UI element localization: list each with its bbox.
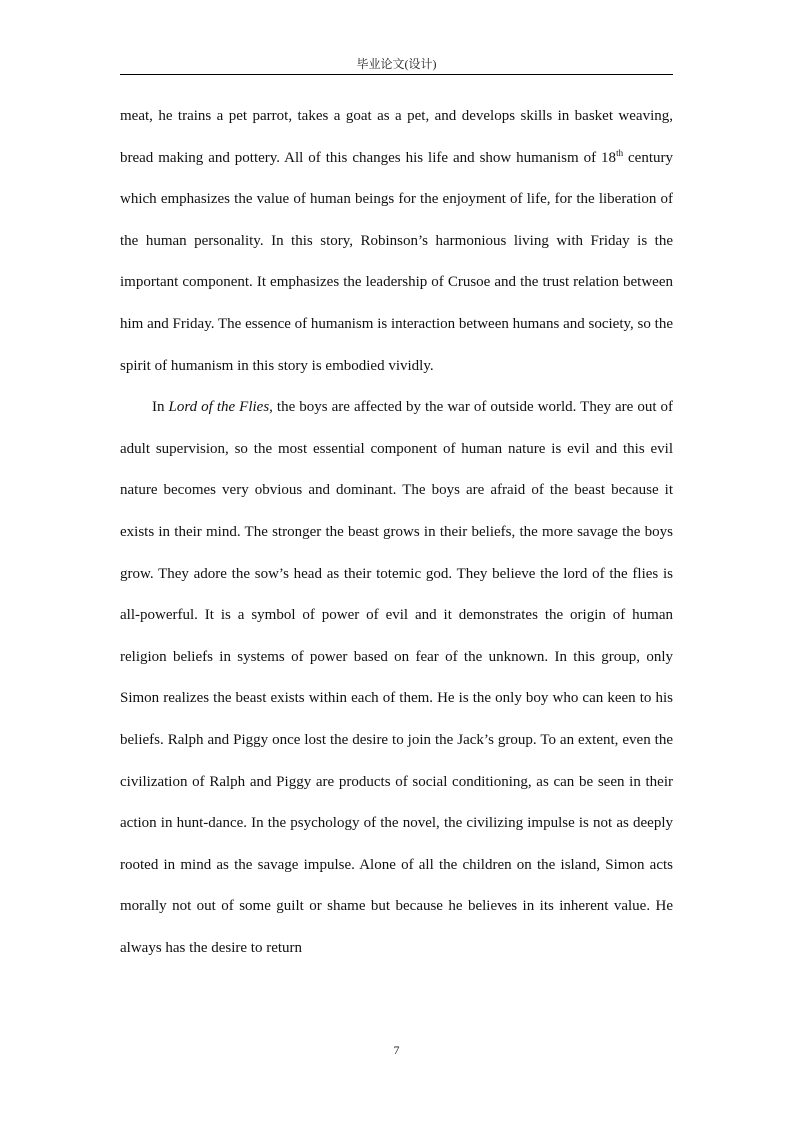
- paragraph-text: , the boys are affected by the war of outside world. They are out of adult supervision, so the most essential component of human nature is evil and this evil nature becomes very obvious and dominant. The boys are afraid of the beast because it exists in their mind. The stronger the beast grows in their beliefs, the more savage the boys grow. They adore the sow’s head as their totemic god. They believe the lord of the flies is all-powerful. It is a symbol of power of evil and it demonstrates the origin of human religion beliefs in systems of power based on fear of the unknown. In this group, only Simon realizes the beast exists within each of them. He is the only boy who can keen to his beliefs. Ralph and Piggy once lost the desire to join the Jack’s group. To an extent, even the civilization of Ralph and Piggy are products of social conditioning, as can be seen in their action in hunt-dance. In the psychology of the novel, the civilizing impulse is not as deeply rooted in mind as the savage impulse. Alone of all the children on the island, Simon acts morally not out of some guilt or shame but because he believes in its inherent value. He always has the desire to return: [120, 399, 673, 956]
- paragraph-text: In: [152, 399, 169, 416]
- page-header: 毕业论文(设计): [356, 57, 437, 71]
- body-text: [120, 96, 673, 969]
- page-number: 7: [393, 1043, 400, 1057]
- paragraph-text: meat, he trains a pet parrot, takes a goat as a pet, and develops skills in basket weaving, bread making and pottery. All of this changes his life and show humanism of 18: [120, 108, 673, 166]
- superscript-ordinal: th: [616, 147, 624, 158]
- header-divider: [120, 74, 673, 75]
- paragraph-lord-of-the-flies: [120, 387, 673, 969]
- paragraph-robinson: [120, 96, 673, 387]
- paragraph-text: century which emphasizes the value of human beings for the enjoyment of life, for the liberation of the human personality. In this story, Robinson’s harmonious living with Friday is the important component. It emphasizes the leadership of Crusoe and the trust relation between him and Friday. The essence of humanism is interaction between humans and society, so the spirit of humanism in this story is embodied vividly.: [120, 149, 673, 374]
- book-title: Lord of the Flies: [168, 399, 270, 416]
